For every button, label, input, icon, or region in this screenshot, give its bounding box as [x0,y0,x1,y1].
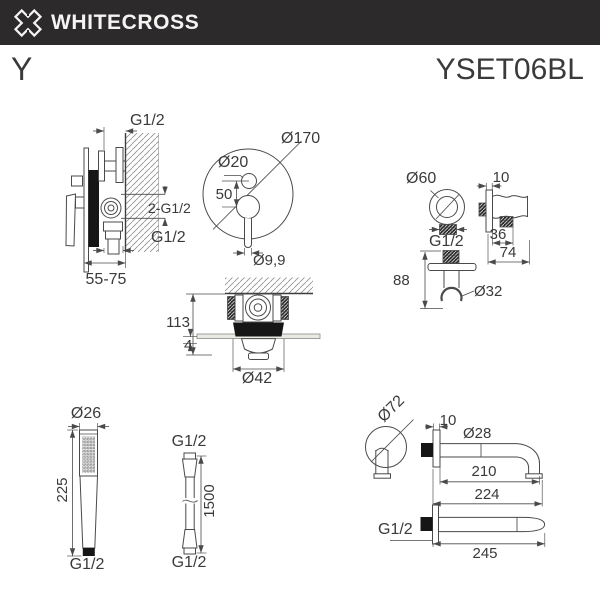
dim-label-diverter-diameter: Ø20 [218,154,249,171]
header-bar [0,0,600,45]
dim-label-lever-diameter: Ø9,9 [253,252,286,269]
dim-label-outlet-plate-thickness: 10 [492,169,510,186]
dim-label-mixer-thread-bottom: G1/2 [151,229,186,246]
drawing-spout-top-view [390,505,545,547]
dim-label-trim-diameter: Ø42 [241,370,273,387]
dim-label-section-plate-thickness: 4 [184,337,193,354]
drawing-spout-front-view [366,420,414,479]
dim-label-handshower-thread: G1/2 [69,556,105,573]
dim-label-recess-depth: 113 [166,314,190,331]
dim-label-hose-thread-bottom: G1/2 [171,554,207,571]
dim-label-spout-reach: 210 [471,463,497,480]
dim-label-mixer-install-depth: 55-75 [85,271,127,288]
model-code: YSET06BL [435,53,584,86]
series-code: Y [11,51,33,87]
dim-label-spout-flange-diameter: Ø72 [374,392,409,426]
dim-label-spout-plate-thickness: 10 [439,412,457,429]
dim-label-outlet-thread: G1/2 [429,233,464,250]
drawing-mixer-section-view [183,278,320,373]
dim-label-hose-thread-top: G1/2 [171,433,207,450]
dim-label-holder-depth: 36 [489,226,507,243]
dim-label-spout-top-length: 245 [472,545,498,562]
dim-label-mixer-thread-top: G1/2 [130,112,165,129]
dim-label-spout-total-reach: 224 [474,486,500,503]
whitecross-logo-icon [13,8,43,38]
dim-label-plate-diameter: Ø170 [281,130,321,147]
dim-label-center-distance: 50 [215,186,233,203]
dim-label-hook-diameter: Ø32 [474,283,503,300]
drawing-hand-shower [67,423,109,556]
dim-label-outlet-height: 88 [393,272,410,289]
dim-label-outlet-flange-diameter: Ø60 [406,170,437,187]
dim-label-spout-thread: G1/2 [378,521,413,538]
dim-label-handshower-length: 225 [54,477,71,503]
dim-label-hose-length: 1500 [201,484,218,518]
dim-label-holder-total-depth: 74 [499,244,517,261]
dim-label-handshower-diameter: Ø26 [70,405,102,422]
dim-label-mixer-cross-threads: 2-G1/2 [148,200,191,216]
brand-name: WHITECROSS [51,10,200,34]
dim-label-spout-tube-diameter: Ø28 [463,425,492,442]
